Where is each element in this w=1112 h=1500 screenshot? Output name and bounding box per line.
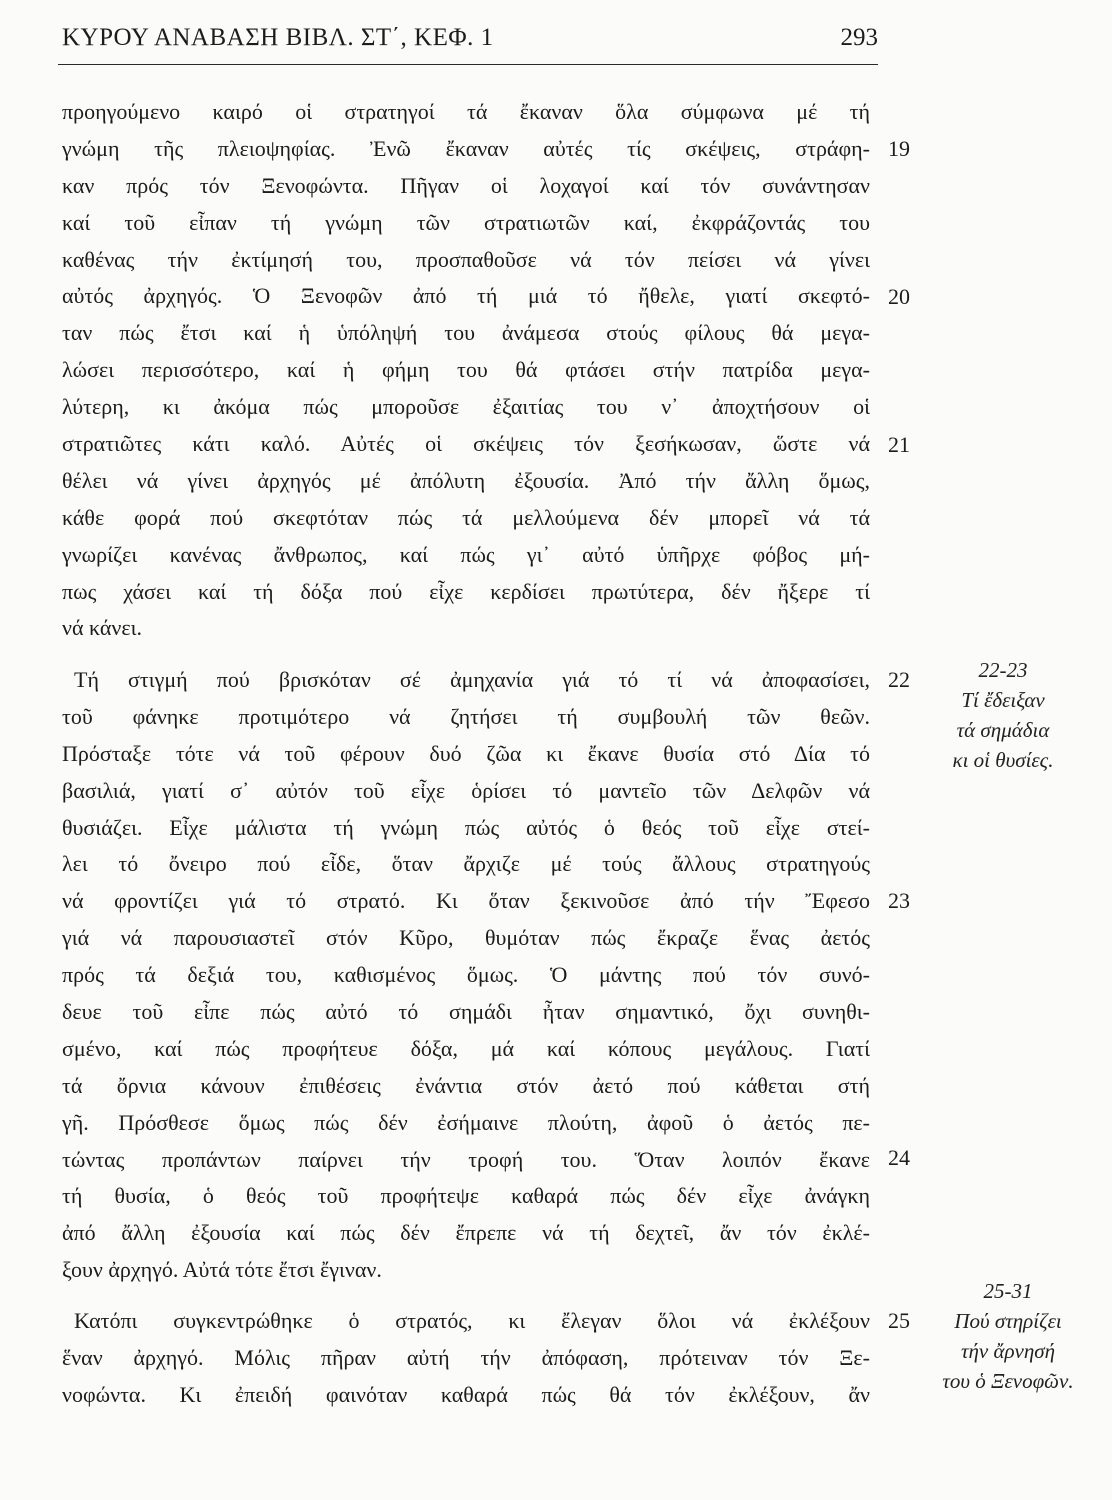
text-line: λει τό ὄνειρο πού εἶδε, ὅταν ἄρχιζε μέ τούς ἄλλους στρατηγούς [62, 851, 870, 877]
text-line: πρός τά δεξιά του, καθισμένος ὅμως. Ὁ μάντης πού τόν συνό- [62, 962, 870, 988]
text-line: γνώμη τῆς πλειοψηφίας. Ἐνῶ ἔκαναν αὐτές τίς σκέψεις, στράφη- [62, 135, 870, 161]
page-number: 293 [840, 24, 878, 51]
text-line: τά ὄρνια κάνουν ἐπιθέσεις ἐνάντια στόν ἀετό πού κάθεται στή [62, 1072, 870, 1098]
text-line: αὐτός ἀρχηγός. Ὁ Ξενοφῶν ἀπό τή μιά τό ἤθελε, γιατί σκεφτό- [62, 283, 870, 309]
text-line: καθένας τήν ἐκτίμησή του, προσπαθοῦσε νά τόν πείσει νά γίνει [62, 246, 870, 272]
text-line: ἕναν ἀρχηγό. Μόλις πῆραν αὐτή τήν ἀπόφαση, πρότειναν τόν Ξε- [62, 1344, 870, 1370]
running-head: ΚΥΡΟΥ ΑΝΑΒΑΣΗ ΒΙΒΛ. ΣΤ΄, ΚΕΦ. 1 [62, 24, 494, 51]
paragraph-2 [62, 662, 870, 1289]
text-line: τοῦ φάνηκε προτιμότερο νά ζητήσει τή συμβουλή τῶν θεῶν. [62, 703, 870, 729]
text-line: νά κάνει. [62, 615, 142, 641]
text-line: Κατόπι συγκεντρώθηκε ὁ στρατός, κι ἔλεγαν ὅλοι νά ἐκλέξουν [74, 1308, 870, 1333]
text-line: καν πρός τόν Ξενοφώντα. Πῆγαν οἱ λοχαγοί καί τόν συνάντησαν [62, 172, 870, 198]
text-line: ἀπό ἄλλη ἐξουσία καί πώς δέν ἔπρεπε νά τή δεχτεῖ, ἄν τόν ἐκλέ- [62, 1220, 870, 1246]
margin-note-range: 25-31 [983, 1279, 1033, 1303]
text-line: τώντας προπάντων παίρνει τήν τροφή του. Ὅταν λοιπόν ἔκανε [62, 1146, 870, 1172]
text-line: λύτερη, κι ἀκόμα πώς μποροῦσε ἐξαιτίας του ν᾽ ἀποχτήσουν οἱ [62, 394, 870, 420]
section-number-21: 21 [888, 432, 910, 457]
text-line: θυσιάζει. Εἶχε μάλιστα τή γνώμη πώς αὐτός ὁ θεός τοῦ εἶχε στεί- [62, 814, 870, 840]
header-rule [58, 64, 878, 65]
running-header [62, 18, 878, 62]
section-number-24: 24 [888, 1145, 910, 1170]
margin-note-22-23 [918, 655, 1088, 775]
margin-note-line: Πού στηρίζει [954, 1309, 1062, 1333]
text-line: γῆ. Πρόσθεσε ὅμως πώς δέν ἐσήμαινε πλούτη, ἀφοῦ ὁ ἀετός πε- [62, 1109, 870, 1135]
margin-note-line: τά σημάδια [956, 718, 1050, 742]
text-line: θέλει νά γίνει ἀρχηγός μέ ἀπόλυτη ἐξουσία. Ἀπό τήν ἄλλη ὅμως, [62, 467, 870, 493]
text-line: Πρόσταξε τότε νά τοῦ φέρουν δυό ζῶα κι ἔκανε θυσία στό Δία τό [62, 740, 870, 766]
text-line: σμένο, καί πώς προφήτευε δόξα, μά καί κόπους μεγάλους. Γιατί [62, 1035, 870, 1061]
text-line: καί τοῦ εἶπαν τή γνώμη τῶν στρατιωτῶν καί, ἐκφράζοντάς του [62, 209, 870, 235]
text-line: νοφώντα. Κι ἐπειδή φαινόταν καθαρά πώς θά τόν ἐκλέξουν, ἄν [62, 1381, 870, 1407]
section-number-25: 25 [888, 1308, 910, 1333]
text-line: βασιλιά, γιατί σ᾽ αὐτόν τοῦ εἶχε ὁρίσει τό μαντεῖο τῶν Δελφῶν νά [62, 777, 870, 803]
margin-note-range: 22-23 [978, 658, 1028, 682]
text-line: νά φροντίζει γιά τό στρατό. Κι ὅταν ξεκινοῦσε ἀπό τήν Ἔφεσο [62, 888, 870, 914]
margin-note-line: του ὁ Ξενοφῶν. [942, 1369, 1074, 1393]
margin-note-line: τήν ἄρνησή [960, 1339, 1056, 1363]
text-line: στρατιῶτες κάτι καλό. Αὐτές οἱ σκέψεις τόν ξεσήκωσαν, ὥστε νά [62, 431, 870, 457]
section-number-22: 22 [888, 667, 910, 692]
margin-note-25-31 [918, 1276, 1098, 1396]
text-line: γιά νά παρουσιαστεῖ στόν Κῦρο, θυμόταν πώς ἔκραζε ἕνας ἀετός [62, 925, 870, 951]
paragraph-1 [62, 94, 870, 647]
text-line: τή θυσία, ὁ θεός τοῦ προφήτεψε καθαρά πώς δέν εἶχε ἀνάγκη [62, 1183, 870, 1209]
margin-note-line: κι οἱ θυσίες. [952, 748, 1054, 772]
text-line: δευε τοῦ εἶπε πώς αὐτό τό σημάδι ἦταν σημαντικό, ὄχι συνηθι- [62, 999, 870, 1025]
text-line: προηγούμενο καιρό οἱ στρατηγοί τά ἔκαναν ὅλα σύμφωνα μέ τή [62, 99, 870, 124]
text-line: πως χάσει καί τή δόξα πού εἶχε κερδίσει πρωτύτερα, δέν ἤξερε τί [62, 578, 870, 604]
paragraph-3 [62, 1303, 870, 1414]
text-line: ταν πώς ἔτσι καί ἡ ὑπόληψή του ἀνάμεσα στούς φίλους θά μεγα- [62, 320, 870, 346]
section-number-19: 19 [888, 136, 910, 161]
text-line: ξουν ἀρχηγό. Αὐτά τότε ἔτσι ἔγιναν. [62, 1257, 382, 1283]
text-line: Τή στιγμή πού βρισκόταν σέ ἀμηχανία γιά τό τί νά ἀποφασίσει, [74, 667, 870, 692]
margin-note-line: Τί ἔδειξαν [961, 688, 1045, 712]
text-line: κάθε φορά πού σκεφτόταν πώς τά μελλούμενα δέν μπορεῖ νά τά [62, 504, 870, 530]
section-number-20: 20 [888, 284, 910, 309]
text-line: λώσει περισσότερο, καί ἡ φήμη του θά φτάσει στήν πατρίδα μεγα- [62, 357, 870, 383]
section-number-23: 23 [888, 888, 910, 913]
text-line: γνωρίζει κανένας ἄνθρωπος, καί πώς γι᾽ αὐτό ὑπῆρχε φόβος μή- [62, 541, 870, 567]
